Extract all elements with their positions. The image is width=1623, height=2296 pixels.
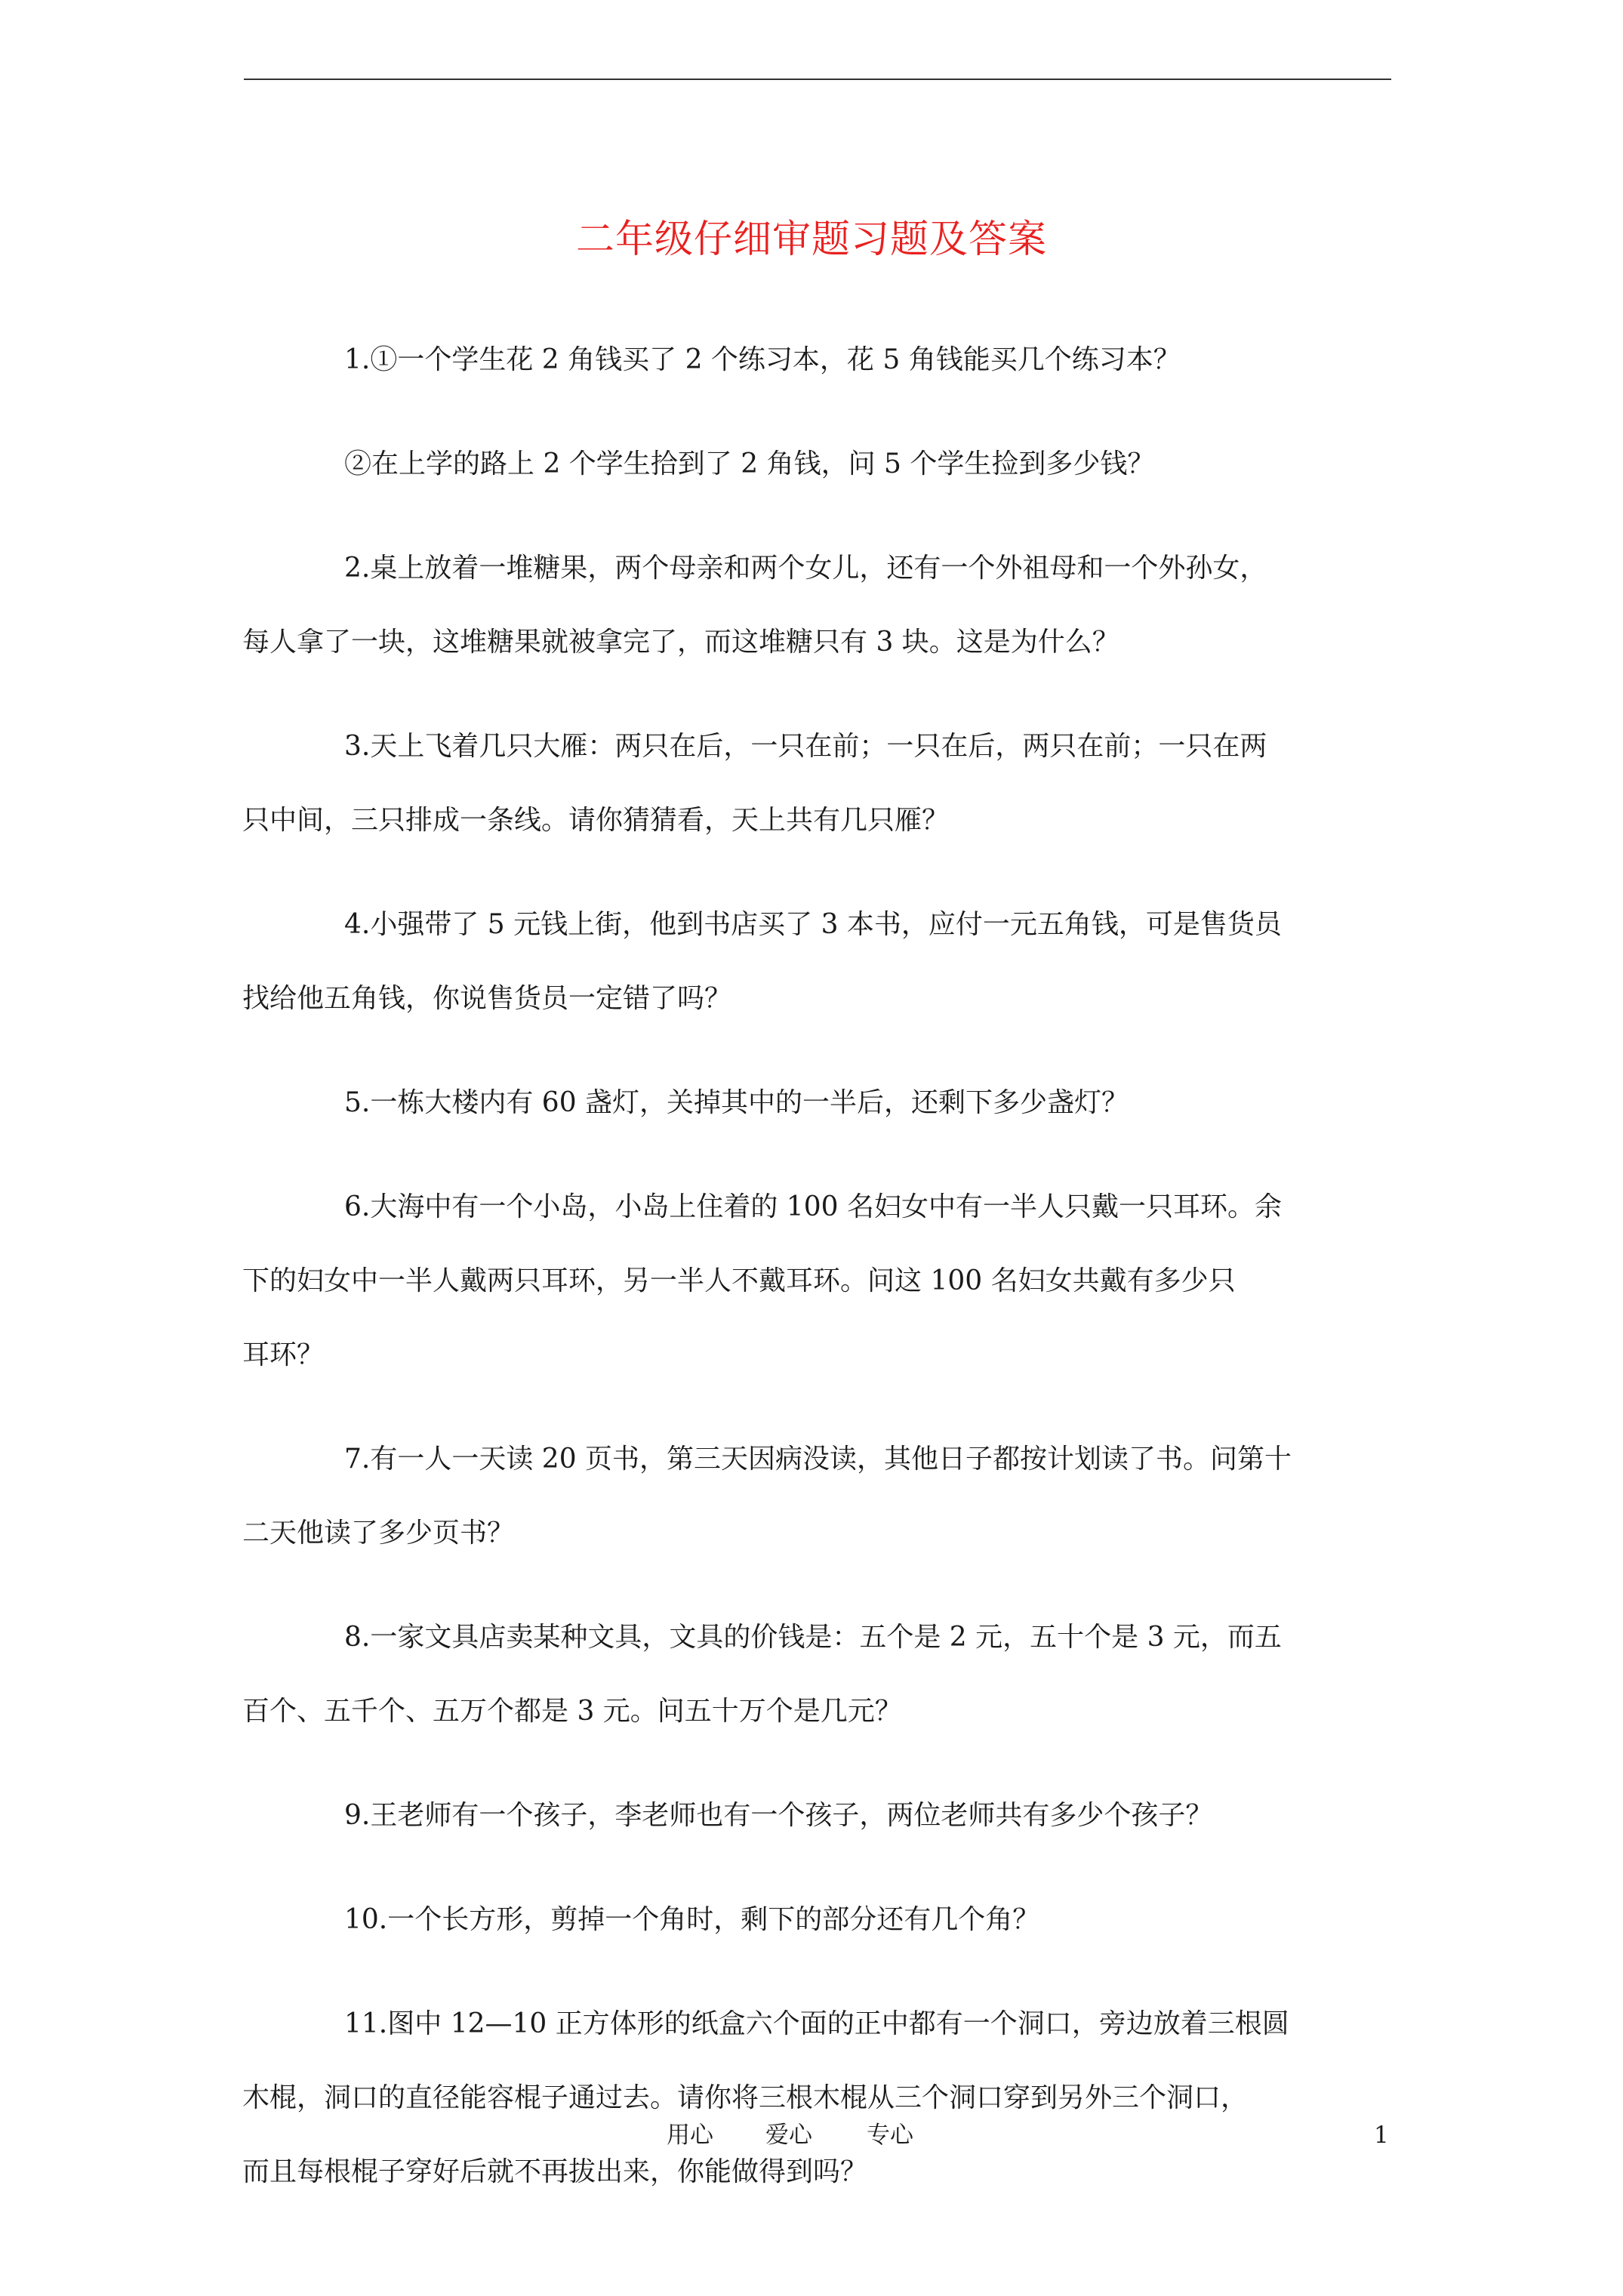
header-rule	[244, 79, 1391, 80]
question-3-line-2: 只中间，三只排成一条线。请你猜猜看，天上共有几只雁？	[242, 805, 950, 836]
question-3-line-1: 3.天上飞着几只大雁：两只在后，一只在前；一只在后，两只在前；一只在两	[344, 731, 1267, 762]
question-6-line-2: 下的妇女中一半人戴两只耳环，另一半人不戴耳环。问这 100 名妇女共戴有多少只	[242, 1265, 1236, 1296]
question-4-line-1: 4.小强带了 5 元钱上街，他到书店买了 3 本书，应付一元五角钱，可是售货员	[344, 909, 1282, 940]
question-6-line-1: 6.大海中有一个小岛，小岛上住着的 100 名妇女中有一半人只戴一只耳环。余	[344, 1191, 1282, 1222]
question-11-line-3: 而且每根棍子穿好后就不再拔出来，你能做得到吗？	[242, 2156, 868, 2187]
question-8-line-1: 8.一家文具店卖某种文具，文具的价钱是：五个是 2 元，五十个是 3 元，而五	[344, 1622, 1282, 1653]
question-11-line-2: 木棍，洞口的直径能容棍子通过去。请你将三根木棍从三个洞口穿到另外三个洞口，	[242, 2082, 1249, 2113]
question-4-line-2: 找给他五角钱，你说售货员一定错了吗？	[242, 983, 732, 1014]
question-1b-line-1: ②在上学的路上 2 个学生拾到了 2 角钱，问 5 个学生捡到多少钱？	[344, 448, 1155, 479]
question-2-line-1: 2.桌上放着一堆糖果，两个母亲和两个女儿，还有一个外祖母和一个外孙女，	[344, 553, 1267, 584]
question-9-line-1: 9.王老师有一个孩子，李老师也有一个孩子，两位老师共有多少个孩子？	[344, 1800, 1213, 1831]
question-7-line-2: 二天他读了多少页书？	[242, 1518, 515, 1549]
question-2-line-2: 每人拿了一块，这堆糖果就被拿完了，而这堆糖只有 3 块。这是为什么？	[242, 627, 1119, 658]
page-footer	[0, 2120, 1623, 2165]
footer-motto-2: 爱心	[765, 2122, 812, 2149]
page-number: 1	[1374, 2122, 1389, 2149]
footer-motto-3: 专心	[867, 2122, 913, 2149]
question-10-line-1: 10.一个长方形，剪掉一个角时，剩下的部分还有几个角？	[344, 1904, 1040, 1935]
question-7-line-1: 7.有一人一天读 20 页书，第三天因病没读，其他日子都按计划读了书。问第十	[344, 1444, 1292, 1475]
footer-motto-1: 用心	[667, 2122, 713, 2149]
document-title: 二年级仔细审题习题及答案	[575, 217, 1047, 262]
question-6-line-3: 耳环？	[242, 1339, 325, 1370]
question-1-line-1: 1.①一个学生花 2 角钱买了 2 个练习本，花 5 角钱能买几个练习本？	[344, 344, 1181, 375]
question-11-line-1: 11.图中 12—10 正方体形的纸盒六个面的正中都有一个洞口，旁边放着三根圆	[344, 2008, 1289, 2039]
question-5-line-1: 5.一栋大楼内有 60 盏灯，关掉其中的一半后，还剩下多少盏灯？	[344, 1087, 1129, 1118]
question-8-line-2: 百个、五千个、五万个都是 3 元。问五十万个是几元？	[242, 1696, 902, 1727]
